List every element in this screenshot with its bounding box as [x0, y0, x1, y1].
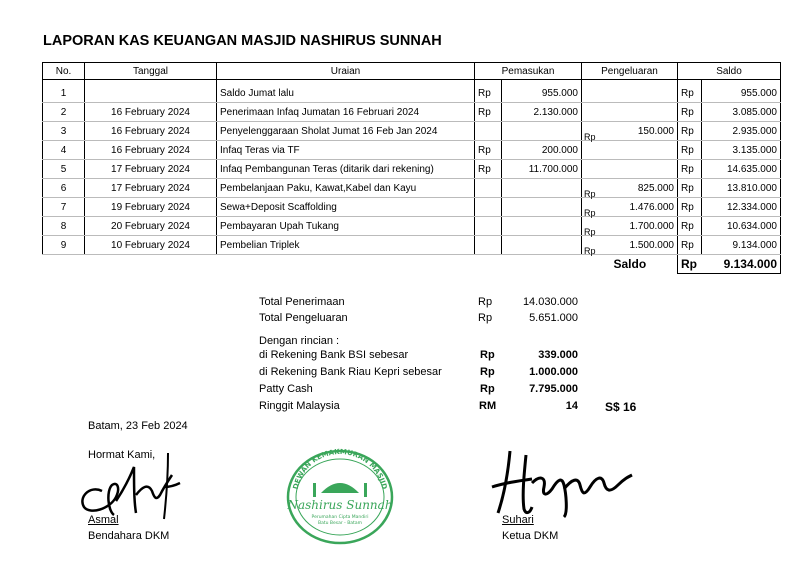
row-saldo-currency: Rp — [678, 84, 702, 103]
row-tanggal: 20 February 2024 — [85, 217, 217, 236]
table-row — [43, 84, 781, 103]
row-saldo-currency: Rp — [678, 160, 702, 179]
stamp-name: Nashirus Sunnah — [287, 498, 393, 512]
row-keluar-value: 1.476.000 — [629, 201, 674, 213]
row-masuk — [502, 236, 582, 255]
stamp-address-1: Perumahan Cipta Mandiri — [311, 515, 369, 520]
table-row — [43, 217, 781, 236]
header-pengeluaran: Pengeluaran — [582, 63, 678, 80]
row-saldo: 9.134.000 — [702, 236, 781, 255]
row-keluar-currency: Rp — [584, 208, 596, 218]
patty-cash-label: Patty Cash — [259, 383, 313, 395]
total-pengeluaran-label: Total Pengeluaran — [259, 312, 348, 324]
chair-role: Ketua DKM — [502, 530, 559, 542]
row-saldo-currency: Rp — [678, 122, 702, 141]
row-no: 8 — [43, 217, 85, 236]
total-penerimaan-label: Total Penerimaan — [259, 296, 345, 308]
header-saldo: Saldo — [678, 63, 781, 80]
patty-cash-currency: Rp — [480, 383, 495, 395]
row-saldo: 13.810.000 — [702, 179, 781, 198]
row-masuk-currency: Rp — [475, 160, 502, 179]
row-masuk: 200.000 — [502, 141, 582, 160]
row-uraian: Pembayaran Upah Tukang — [217, 217, 475, 236]
row-masuk — [502, 217, 582, 236]
row-keluar — [582, 141, 678, 160]
stamp-address-2: Batu Besar - Batam — [318, 521, 362, 526]
row-keluar-value: 150.000 — [637, 125, 674, 137]
row-tanggal: 16 February 2024 — [85, 122, 217, 141]
row-masuk-currency: Rp — [475, 103, 502, 122]
table-row — [43, 103, 781, 122]
riau-value: 1.000.000 — [529, 366, 578, 378]
row-saldo: 12.334.000 — [702, 198, 781, 217]
row-keluar — [582, 236, 678, 255]
row-keluar — [582, 179, 678, 198]
riau-currency: Rp — [480, 366, 495, 378]
row-keluar-currency: Rp — [584, 246, 596, 256]
row-no: 4 — [43, 141, 85, 160]
row-uraian: Sewa+Deposit Scaffolding — [217, 198, 475, 217]
stamp-top-text: DEWAN KEMAKMURAN MASJID — [291, 447, 389, 491]
row-masuk-currency — [475, 217, 502, 236]
bsi-value: 339.000 — [538, 349, 578, 361]
total-penerimaan-currency: Rp — [478, 296, 493, 308]
row-saldo-currency: Rp — [678, 179, 702, 198]
row-keluar — [582, 84, 678, 103]
sgd-value: S$ 16 — [605, 400, 637, 414]
row-uraian: Infaq Pembangunan Teras (ditarik dari rekening) — [217, 160, 475, 179]
table-header-row — [43, 63, 781, 80]
chair-signature — [480, 443, 640, 523]
header-tanggal: Tanggal — [85, 63, 217, 80]
table-row — [43, 236, 781, 255]
saldo-total: 9.134.000 — [702, 255, 781, 274]
place-date: Batam, 23 Feb 2024 — [88, 420, 188, 432]
row-uraian: Pembelanjaan Paku, Kawat,Kabel dan Kayu — [217, 179, 475, 198]
header-no: No. — [43, 63, 85, 80]
row-tanggal: 19 February 2024 — [85, 198, 217, 217]
row-uraian: Saldo Jumat lalu — [217, 84, 475, 103]
riau-label: di Rekening Bank Riau Kepri sebesar — [259, 366, 442, 378]
row-keluar-currency: Rp — [584, 189, 596, 199]
chair-name: Suhari — [502, 514, 534, 526]
row-tanggal: 10 February 2024 — [85, 236, 217, 255]
row-tanggal — [85, 84, 217, 103]
row-uraian: Pembelian Triplek — [217, 236, 475, 255]
table-row — [43, 198, 781, 217]
row-no: 5 — [43, 160, 85, 179]
saldo-currency: Rp — [678, 255, 702, 274]
row-keluar-currency: Rp — [584, 132, 596, 142]
row-keluar — [582, 122, 678, 141]
ringgit-label: Ringgit Malaysia — [259, 400, 340, 412]
rincian-label: Dengan rincian : — [259, 335, 340, 347]
row-saldo: 955.000 — [702, 84, 781, 103]
row-masuk: 955.000 — [502, 84, 582, 103]
row-saldo: 10.634.000 — [702, 217, 781, 236]
table-row — [43, 179, 781, 198]
table-row — [43, 141, 781, 160]
row-no: 6 — [43, 179, 85, 198]
row-keluar — [582, 160, 678, 179]
bsi-label: di Rekening Bank BSI sebesar — [259, 349, 409, 361]
ringgit-currency: RM — [479, 400, 497, 412]
row-no: 9 — [43, 236, 85, 255]
bsi-currency: Rp — [480, 349, 495, 361]
header-pemasukan: Pemasukan — [475, 63, 582, 80]
row-uraian: Penerimaan Infaq Jumatan 16 Februari 2024 — [217, 103, 475, 122]
row-saldo: 14.635.000 — [702, 160, 781, 179]
row-tanggal: 16 February 2024 — [85, 103, 217, 122]
mosque-stamp — [283, 445, 397, 545]
row-saldo: 3.085.000 — [702, 103, 781, 122]
greeting: Hormat Kami, — [88, 449, 156, 461]
row-no: 1 — [43, 84, 85, 103]
row-no: 2 — [43, 103, 85, 122]
row-keluar-value: 1.700.000 — [629, 220, 674, 232]
header-uraian: Uraian — [217, 63, 475, 80]
row-tanggal: 17 February 2024 — [85, 179, 217, 198]
row-saldo-currency: Rp — [678, 236, 702, 255]
row-uraian: Penyelenggaraan Sholat Jumat 16 Feb Jan 2024 — [217, 122, 475, 141]
row-masuk-currency — [475, 122, 502, 141]
treasurer-name: Asmal — [88, 514, 119, 526]
row-keluar — [582, 217, 678, 236]
row-masuk — [502, 198, 582, 217]
row-masuk-currency: Rp — [475, 84, 502, 103]
row-masuk: 2.130.000 — [502, 103, 582, 122]
row-masuk-currency: Rp — [475, 141, 502, 160]
row-masuk-currency — [475, 198, 502, 217]
row-saldo-currency: Rp — [678, 198, 702, 217]
row-keluar-currency: Rp — [584, 227, 596, 237]
row-tanggal: 16 February 2024 — [85, 141, 217, 160]
row-uraian: Infaq Teras via TF — [217, 141, 475, 160]
total-pengeluaran-value: 5.651.000 — [529, 312, 578, 324]
row-keluar — [582, 198, 678, 217]
row-keluar-value: 1.500.000 — [629, 239, 674, 251]
report-title: LAPORAN KAS KEUANGAN MASJID NASHIRUS SUNNAH — [43, 33, 442, 49]
row-masuk-currency — [475, 179, 502, 198]
row-masuk — [502, 179, 582, 198]
total-pengeluaran-currency: Rp — [478, 312, 493, 324]
row-keluar-value: 825.000 — [637, 182, 674, 194]
row-keluar — [582, 103, 678, 122]
table-row — [43, 160, 781, 179]
treasurer-role: Bendahara DKM — [88, 530, 170, 542]
saldo-label: Saldo — [613, 257, 647, 272]
cash-ledger-table — [42, 62, 781, 274]
row-no: 7 — [43, 198, 85, 217]
row-tanggal: 17 February 2024 — [85, 160, 217, 179]
row-saldo-currency: Rp — [678, 103, 702, 122]
saldo-total-row — [43, 255, 781, 274]
row-saldo-currency: Rp — [678, 141, 702, 160]
ringgit-value: 14 — [565, 400, 578, 412]
total-penerimaan-value: 14.030.000 — [522, 296, 578, 308]
ledger-body — [43, 84, 781, 255]
row-saldo: 2.935.000 — [702, 122, 781, 141]
row-masuk — [502, 122, 582, 141]
row-saldo-currency: Rp — [678, 217, 702, 236]
row-no: 3 — [43, 122, 85, 141]
row-saldo: 3.135.000 — [702, 141, 781, 160]
row-masuk-currency — [475, 236, 502, 255]
patty-cash-value: 7.795.000 — [529, 383, 578, 395]
table-row — [43, 122, 781, 141]
treasurer-signature — [72, 445, 192, 525]
row-masuk: 11.700.000 — [502, 160, 582, 179]
